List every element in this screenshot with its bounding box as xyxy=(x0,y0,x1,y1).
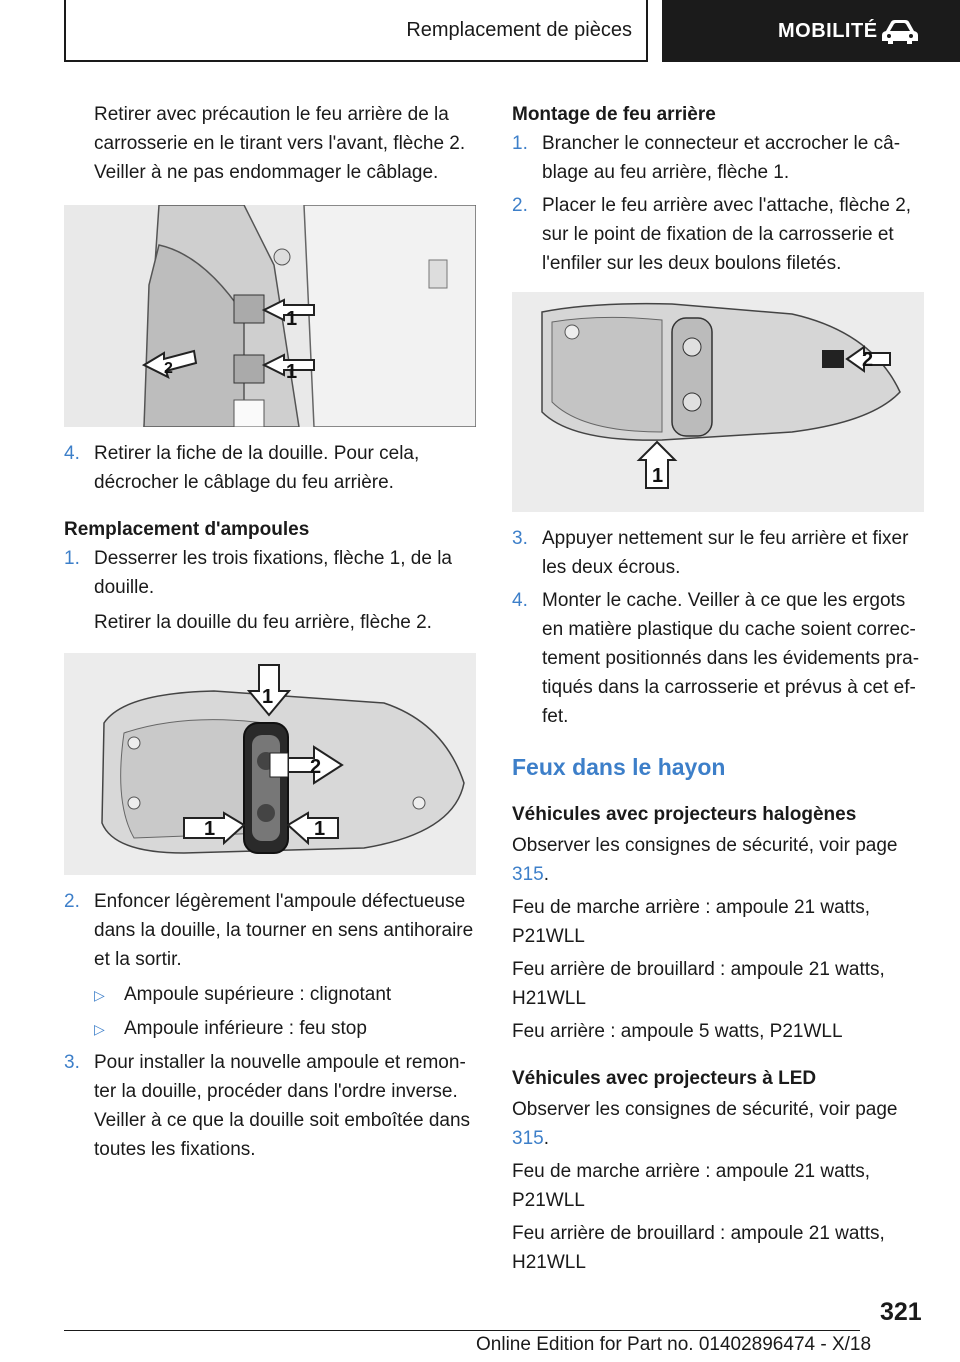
halogen-reverse-light: Feu de marche arrière : ampoule 21 watts, P21WLL xyxy=(512,897,871,947)
triangle-bullet-icon: ▷ xyxy=(94,987,105,1003)
mount-step-3 xyxy=(512,524,924,582)
fig2-label-top: 1 xyxy=(262,686,274,708)
removal-step-4 xyxy=(64,439,476,497)
footer-divider xyxy=(64,1330,860,1331)
step-number: 2. xyxy=(512,195,528,216)
step-number: 2. xyxy=(64,891,80,912)
step-text: Enfoncer légèrement l'ampoule défectueuse dans la douille, la tourner en sens antihoraire et la sortir. xyxy=(94,891,474,970)
bulb-step-2 xyxy=(64,887,476,974)
page-link[interactable]: 315 xyxy=(512,864,544,885)
chapter-title: MOBILITÉ xyxy=(778,19,878,42)
step-text: Monter le cache. Veiller à ce que les ergots en matière plastique du cache soient correctement positionnés dans les évidements pratiqués dans la carrosserie et prévus à cet effet. xyxy=(542,590,920,727)
chapter-tab[interactable] xyxy=(662,0,960,62)
step-number: 4. xyxy=(64,443,80,464)
mount-step-2 xyxy=(512,191,924,278)
fig2-label-right: 2 xyxy=(310,756,322,778)
bulb-step-3 xyxy=(64,1048,476,1164)
step-number: 3. xyxy=(512,528,528,549)
page-number: 321 xyxy=(880,1298,922,1326)
tailgate-lights-heading: Feux dans le hayon xyxy=(512,754,726,780)
tail-light-mounting-figure xyxy=(512,292,924,512)
page-link[interactable]: 315 xyxy=(512,1128,544,1149)
tail-light-removal-figure xyxy=(64,205,476,427)
halogen-tail-light: Feu arrière : ampoule 5 watts, P21WLL xyxy=(512,1021,843,1042)
right-column xyxy=(512,100,924,1277)
safety-note-text: Observer les consignes de sécurité, voir page xyxy=(512,835,898,856)
step-text: Pour installer la nouvelle ampoule et remonter la douille, procéder dans l'ordre inverse. Veiller à ce que la douille soit emboîtée dans toutes les fixations. xyxy=(94,1052,471,1160)
step-text: Retirer la fiche de la douille. Pour cela, décrocher le câblage du feu arrière. xyxy=(94,443,420,493)
bulb-sublist xyxy=(94,980,476,1044)
mount-step-4 xyxy=(512,586,924,731)
list-item xyxy=(94,1014,476,1044)
bulb-step-1-detail: Retirer la douille du feu arrière, flèche 2. xyxy=(94,612,432,633)
bulb-socket-figure xyxy=(64,653,476,875)
edition-note: Online Edition for Part no. 01402896474 - X/18 xyxy=(476,1334,872,1355)
fig1-label-1a: 1 xyxy=(286,308,298,330)
halogen-safety-note: Observer les consignes de sécurité, voir page 315. xyxy=(512,835,898,885)
bulb-socket-illustration xyxy=(64,653,476,875)
fig1-label-1b: 1 xyxy=(286,361,298,383)
step-number: 1. xyxy=(512,133,528,154)
tail-light-mounting-illustration xyxy=(512,292,924,512)
bulb-replacement-heading: Remplacement d'ampoules xyxy=(64,519,310,540)
fig3-label-2: 2 xyxy=(862,349,874,371)
step-number: 1. xyxy=(64,548,80,569)
led-safety-note: Observer les consignes de sécurité, voir page 315. xyxy=(512,1099,898,1149)
fig2-label-left: 1 xyxy=(204,818,216,840)
step-number: 3. xyxy=(64,1052,80,1073)
step-number: 4. xyxy=(512,590,528,611)
section-title: Remplacement de pièces xyxy=(406,18,632,41)
fig3-label-1: 1 xyxy=(652,465,664,487)
tail-light-removal-illustration xyxy=(64,205,476,427)
list-item xyxy=(94,980,476,1010)
safety-note-text: Observer les consignes de sécurité, voir page xyxy=(512,1099,898,1120)
step-text: Appuyer nettement sur le feu arrière et fixer les deux écrous. xyxy=(542,528,909,578)
led-reverse-light: Feu de marche arrière : ampoule 21 watts, P21WLL xyxy=(512,1161,871,1211)
list-item-text: Ampoule inférieure : feu stop xyxy=(124,1018,367,1039)
mount-step-1 xyxy=(512,129,924,187)
fig2-label-bottom-right: 1 xyxy=(314,818,326,840)
led-heading: Véhicules avec projecteurs à LED xyxy=(512,1068,817,1089)
car-icon xyxy=(880,18,920,46)
bulb-step-1 xyxy=(64,544,476,602)
step-text: Placer le feu arrière avec l'attache, flèche 2, sur le point de fixation de la carrosserie et l'enfiler sur les deux boulons filetés. xyxy=(542,195,912,274)
section-header xyxy=(64,0,648,62)
left-column xyxy=(64,100,476,1164)
list-item-text: Ampoule supérieure : clignotant xyxy=(124,984,392,1005)
led-fog-light: Feu arrière de brouillard : ampoule 21 watts, H21WLL xyxy=(512,1223,885,1273)
step-text: Desserrer les trois fixations, flèche 1, de la douille. xyxy=(94,548,452,598)
triangle-bullet-icon: ▷ xyxy=(94,1021,105,1037)
mounting-heading: Montage de feu arrière xyxy=(512,104,716,125)
halogen-heading: Véhicules avec projecteurs halogènes xyxy=(512,804,857,825)
fig1-label-2: 2 xyxy=(164,360,173,377)
step-text: Brancher le connecteur et accrocher le câblage au feu arrière, flèche 1. xyxy=(542,133,901,183)
intro-text: Retirer avec précaution le feu arrière de la carrosserie en le tirant vers l'avant, flèche 2. Veiller à ne pas endommager le câblage. xyxy=(94,104,466,183)
halogen-fog-light: Feu arrière de brouillard : ampoule 21 watts, H21WLL xyxy=(512,959,885,1009)
